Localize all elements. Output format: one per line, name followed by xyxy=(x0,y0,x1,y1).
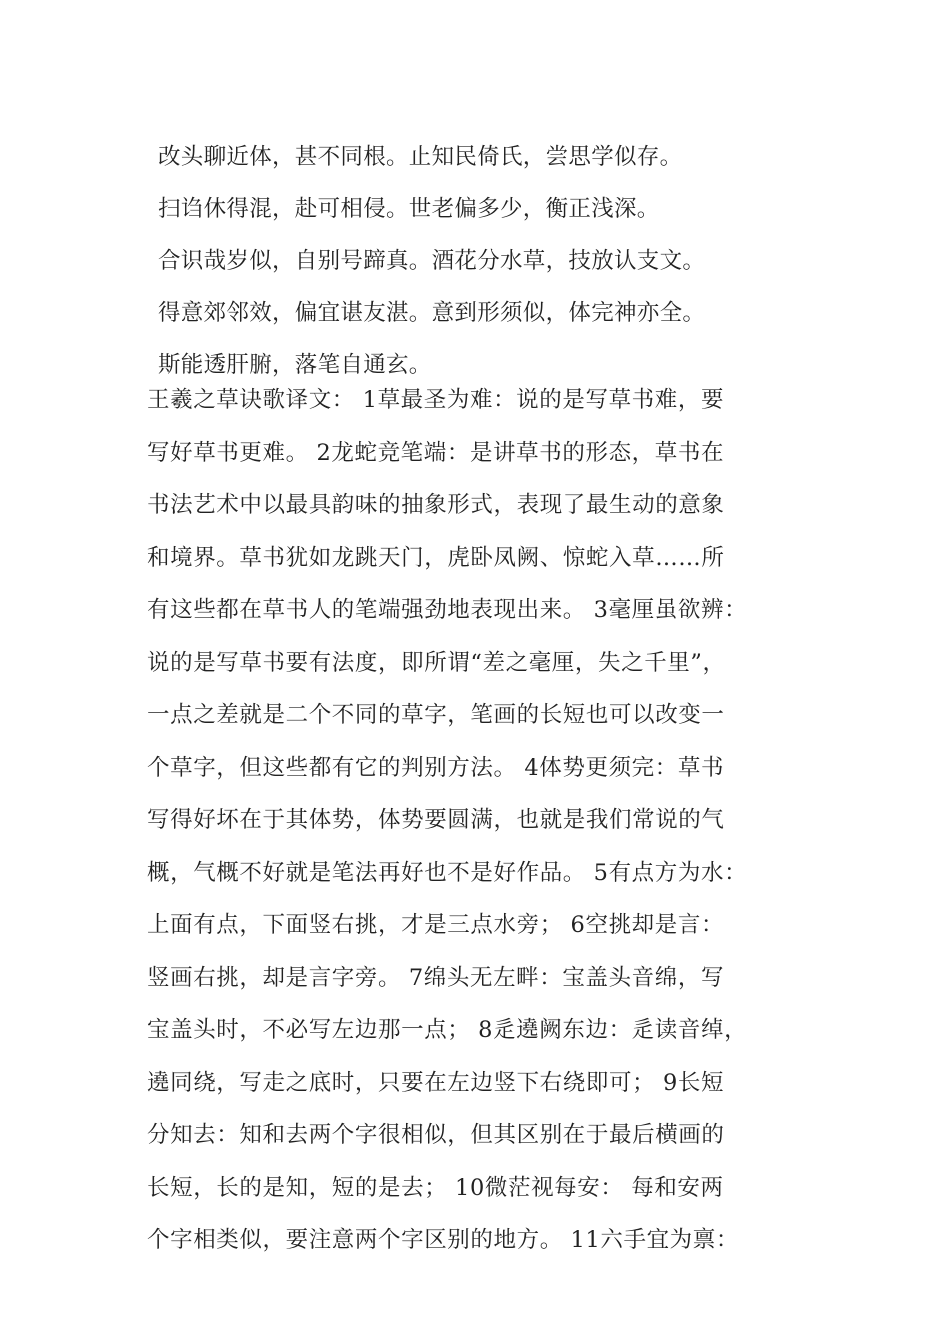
paragraph-line: 个字相类似，要注意两个字区别的地方。 11六手宜为禀： xyxy=(147,1227,739,1253)
verse-line: 得意郊邻效，偏宜谌友湛。意到形须似，体完神亦全。 xyxy=(158,300,706,326)
paragraph-line: 个草字，但这些都有它的判别方法。 4体势更须完：草书 xyxy=(147,754,725,781)
paragraph-line: 书法艺术中以最具韵味的抽象形式，表现了最生动的意象 xyxy=(147,492,725,518)
verse-line: 合识哉岁似，自别号蹄真。酒花分水草，技放认支文。 xyxy=(158,248,706,274)
paragraph-line: 上面有点，下面竖右挑，才是三点水旁； 6空挑却是言： xyxy=(147,912,725,938)
paragraph-line: 一点之差就是二个不同的草字，笔画的长短也可以改变一 xyxy=(147,702,725,728)
verse-line: 改头聊近体，甚不同根。止知民倚氏，尝思学似存。 xyxy=(158,144,683,170)
paragraph-line: 有这些都在草书人的笔端强劲地表现出来。 3毫厘虽欲辨： xyxy=(147,597,748,623)
verse-line: 斯能透肝腑，落笔自通玄。 xyxy=(158,352,432,378)
paragraph-line: 宝盖头时，不必写左边那一点； 8辵遶阙东边：辵读音绰， xyxy=(147,1017,748,1043)
paragraph-line: 竖画右挑，却是言字旁。 7绵头无左畔：宝盖头音绵，写 xyxy=(147,964,725,991)
paragraph-line: 说的是写草书要有法度，即所谓“差之毫厘，失之千里”， xyxy=(147,649,726,676)
paragraph-line: 概，气概不好就是笔法再好也不是好作品。 5有点方为水： xyxy=(147,859,748,886)
verse-block xyxy=(158,131,838,391)
paragraph-line: 写得好坏在于其体势，体势要圆满，也就是我们常说的气 xyxy=(147,807,725,833)
translation-paragraph xyxy=(147,374,807,1267)
paragraph-line: 王羲之草诀歌译文： 1草最圣为难：说的是写草书难，要 xyxy=(147,387,725,413)
verse-line: 扫诌休得混，赴可相侵。世老偏多少，衡正浅深。 xyxy=(158,196,660,222)
paragraph-line: 写好草书更难。 2龙蛇竞笔端：是讲草书的形态，草书在 xyxy=(147,439,725,466)
paragraph-line: 和境界。草书犹如龙跳天门，虎卧凤阙、惊蛇入草……所 xyxy=(147,544,725,571)
paragraph-line: 分知去：知和去两个字很相似，但其区别在于最后横画的 xyxy=(147,1122,725,1148)
paragraph-line: 长短，长的是知，短的是去； 10微茫视每安： 每和安两 xyxy=(147,1174,724,1201)
paragraph-line: 遶同绕，写走之底时，只要在左边竖下右绕即可； 9长短 xyxy=(147,1069,725,1096)
